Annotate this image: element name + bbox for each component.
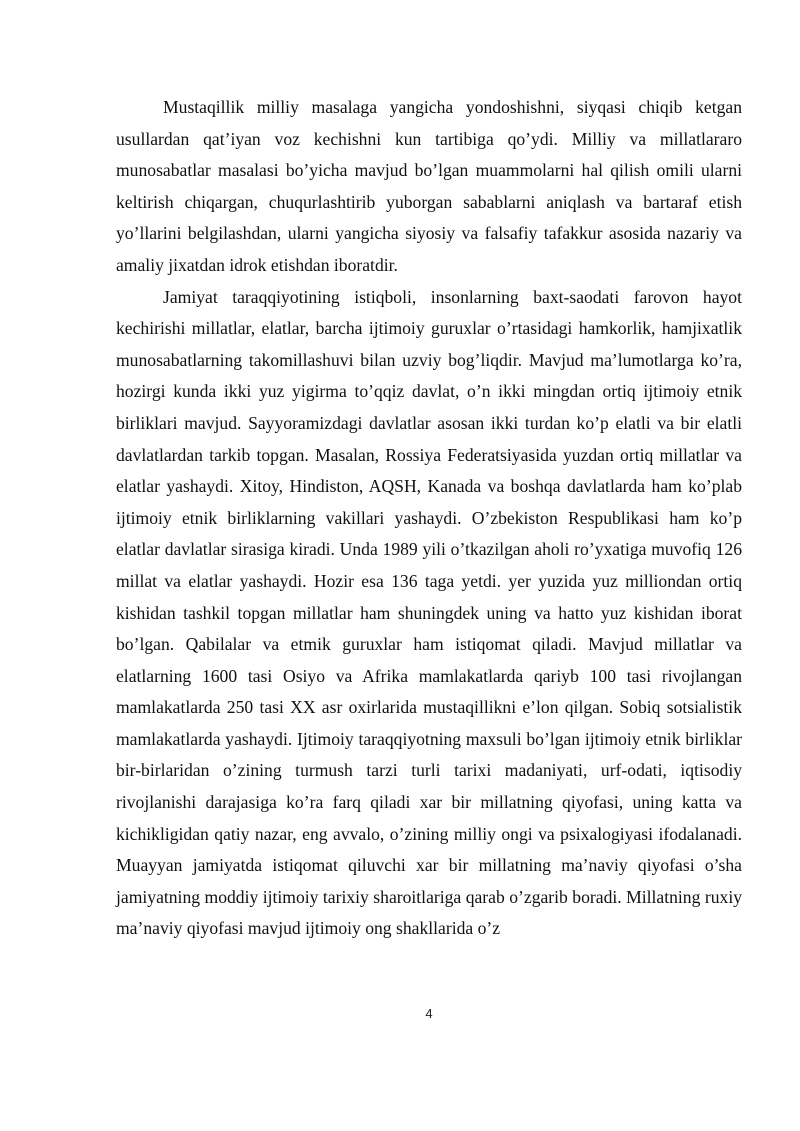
- paragraph-1: Mustaqillik milliy masalaga yangicha yondoshishni, siyqasi chiqib ketgan usullardan qat’iyan voz kechishni kun tartibiga qo’ydi. Milliy va millatlararo munosabatlar masalasi bo’yicha mavjud bo’lgan muammolarni hal qilish omili ularni keltirish chiqargan, chuqurlashtirib yuborgan sabablarni aniqlash va bartaraf etish yo’llarini belgilashdan, ularni yangicha siyosiy va falsafiy tafakkur asosida nazariy va amaliy jixatdan idrok etishdan iboratdir.: [116, 97, 742, 275]
- page-number: 4: [425, 1006, 433, 1021]
- document-page: [116, 92, 742, 945]
- paragraph-2: Jamiyat taraqqiyotining istiqboli, insonlarning baxt-saodati farovon hayot kechirishi millatlar, elatlar, barcha ijtimoiy guruxlar o’rtasidagi hamkorlik, hamjixatlik munosabatlarning takomillashuvi bilan uzviy bog’liqdir. Mavjud ma’lumotlarga ko’ra, hozirgi kunda ikki yuz yigirma to’qqiz davlat, o’n ikki mingdan ortiq ijtimoiy etnik birliklari mavjud. Sayyoramizdagi davlatlar asosan ikki turdan ko’p elatli va bir elatli davlatlardan tarkib topgan. Masalan, Rossiya Federatsiyasida yuzdan ortiq millatlar va elatlar yashaydi. Xitoy, Hindiston, AQSH, Kanada va boshqa davlatlarda ham ko’plab ijtimoiy etnik birliklarning vakillari yashaydi. O’zbekiston Respublikasi ham ko’p elatlar davlatlar sirasiga kiradi. Unda 1989 yili o’tkazilgan aholi ro’yxatiga muvofiq 126 millat va elatlar yashaydi. Hozir esa 136 taga yetdi. yer yuzida yuz milliondan ortiq kishidan tashkil topgan millatlar ham shuningdek uning va hatto yuz kishidan iborat bo’lgan. Qabilalar va etmik guruxlar ham istiqomat qiladi. Mavjud millatlar va elatlarning 1600 tasi Osiyo va Afrika mamlakatlarda qariyb 100 tasi rivojlangan mamlakatlarda 250 tasi XX asr oxirlarida mustaqillikni e’lon qilgan. Sobiq sotsialistik mamlakatlarda yashaydi. Ijtimoiy taraqqiyotning maxsuli bo’lgan ijtimoiy etnik birliklar bir-birlaridan o’zining turmush tarzi turli tarixi madaniyati, urf-odati, iqtisodiy rivojlanishi darajasiga ko’ra farq qiladi xar bir millatning qiyofasi, uning katta va kichikligidan qatiy nazar, eng avvalo, o’zining milliy ongi va psixalogiyasi ifodalanadi. Muayyan jamiyatda istiqomat qiluvchi xar bir millatning ma’naviy qiyofasi o’sha jamiyatning moddiy ijtimoiy tarixiy sharoitlariga qarab o’zgarib boradi. Millatning ruxiy ma’naviy qiyofasi mavjud ijtimoiy ong shakllarida o’z: [116, 286, 742, 939]
